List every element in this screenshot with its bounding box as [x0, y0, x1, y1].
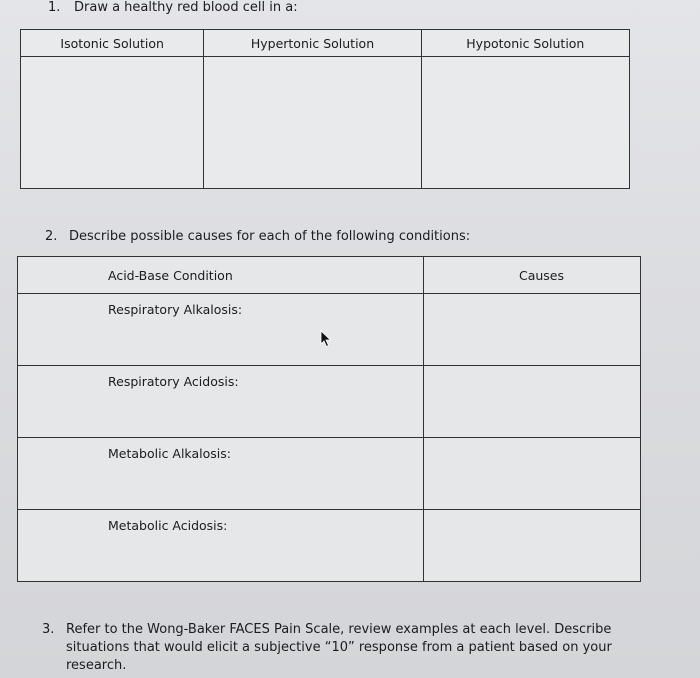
causes-cell[interactable]	[424, 510, 641, 582]
hypotonic-header: Hypotonic Solution	[421, 30, 629, 57]
solution-drawing-table	[20, 29, 630, 189]
table-row	[18, 366, 641, 438]
mouse-pointer-icon	[320, 330, 332, 348]
isotonic-header: Isotonic Solution	[21, 30, 204, 57]
hypotonic-drawing-cell[interactable]	[421, 57, 629, 189]
table-row	[18, 510, 641, 582]
question-3	[42, 621, 642, 675]
question-3-text: Refer to the Wong-Baker FACES Pain Scale, review examples at each level. Describe situations that would elicit a subjective “10” response from a patient based on your research.	[66, 622, 612, 673]
table-row	[18, 438, 641, 510]
acid-base-condition-header: Acid-Base Condition	[18, 257, 424, 294]
question-2	[45, 229, 470, 244]
question-3-number: 3.	[42, 622, 55, 637]
causes-cell[interactable]	[424, 438, 641, 510]
condition-label: Metabolic Alkalosis:	[18, 438, 424, 510]
hypertonic-drawing-cell[interactable]	[204, 57, 421, 189]
acid-base-table	[17, 256, 641, 582]
causes-cell[interactable]	[424, 366, 641, 438]
question-2-number: 2.	[45, 229, 58, 244]
causes-cell[interactable]	[424, 294, 641, 366]
causes-header: Causes	[424, 257, 641, 294]
isotonic-drawing-cell[interactable]	[21, 57, 204, 189]
question-1-text: Draw a healthy red blood cell in a:	[74, 0, 298, 15]
acid-base-header-row	[18, 257, 641, 294]
hypertonic-header: Hypertonic Solution	[204, 30, 421, 57]
condition-label: Respiratory Alkalosis:	[18, 294, 424, 366]
question-1	[48, 0, 298, 15]
solution-table-header-row	[21, 30, 630, 57]
solution-table-drawing-row	[21, 57, 630, 189]
condition-label: Metabolic Acidosis:	[18, 510, 424, 582]
question-1-number: 1.	[48, 0, 61, 15]
question-2-text: Describe possible causes for each of the following conditions:	[69, 229, 471, 244]
condition-label: Respiratory Acidosis:	[18, 366, 424, 438]
